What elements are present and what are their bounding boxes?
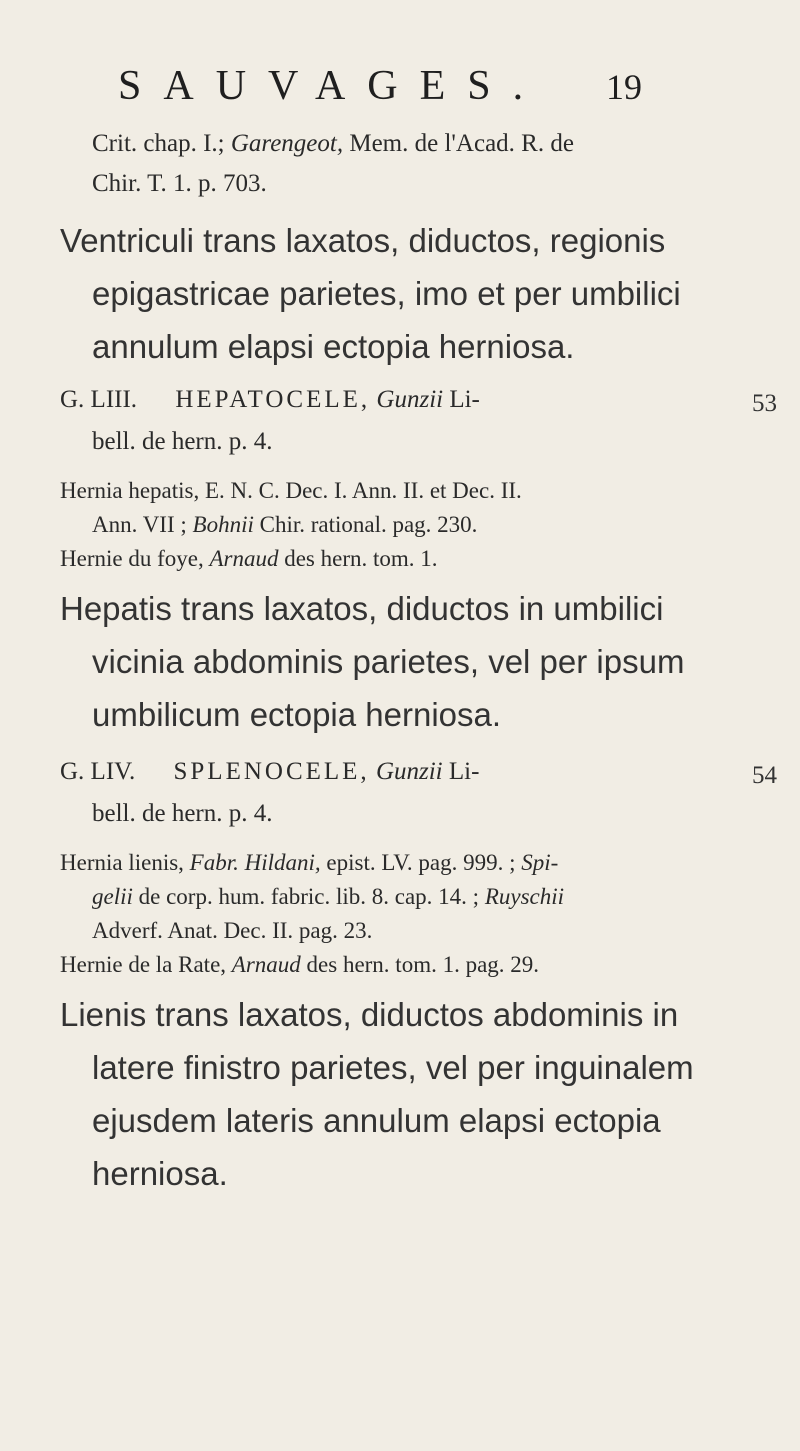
intro-line-1: Crit. chap. I.; Garengeot, Mem. de l'Acad. R. de [92, 130, 574, 157]
splenocele-desc-3: ejusdem lateris annulum elapsi ectopia [92, 1102, 661, 1139]
splenocele-desc-1: Lienis trans laxatos, diductos abdominis in [60, 996, 679, 1033]
hepatocele-ref-1: Hernia hepatis, E. N. C. Dec. I. Ann. II. et Dec. II. [60, 478, 522, 503]
splenocele-ref-1: Hernia lienis, Fabr. Hildani, epist. LV. pag. 999. ; Spi- [60, 850, 559, 875]
hepatocele-desc-3: umbilicum ectopia herniosa. [92, 696, 502, 733]
hepatocele-line-2: bell. de hern. p. 4. [92, 428, 273, 455]
hepatocele-heading: G. LIII. HEPATOCELE, Gunzii Li- [60, 386, 480, 413]
ventriculi-desc-2: epigastricae parietes, imo et per umbilici [92, 275, 681, 312]
hepatocele-desc-2: vicinia abdominis parietes, vel per ipsum [92, 643, 685, 680]
splenocele-desc-4: herniosa. [92, 1155, 228, 1192]
splenocele-ref-3: Adverf. Anat. Dec. II. pag. 23. [92, 918, 373, 943]
intro-line-2: Chir. T. 1. p. 703. [92, 170, 267, 197]
running-title: SAUVAGES. [118, 63, 546, 109]
splenocele-ref-4: Hernie de la Rate, Arnaud des hern. tom. 1. pag. 29. [60, 952, 540, 977]
margin-number-53: 53 [752, 390, 777, 417]
splenocele-desc-2: latere finistro parietes, vel per inguinalem [92, 1049, 694, 1086]
hepatocele-desc-1: Hepatis trans laxatos, diductos in umbilici [60, 590, 664, 627]
page-number: 19 [606, 67, 642, 107]
margin-number-54: 54 [752, 762, 777, 789]
ventriculi-desc-3: annulum elapsi ectopia herniosa. [92, 328, 575, 365]
hepatocele-ref-2: Ann. VII ; Bohnii Chir. rational. pag. 230. [92, 512, 478, 537]
splenocele-heading: G. LIV. SPLENOCELE, Gunzii Li- [60, 758, 480, 785]
hepatocele-ref-3: Hernie du foye, Arnaud des hern. tom. 1. [60, 546, 438, 571]
ventriculi-desc-1: Ventriculi trans laxatos, diductos, regionis [60, 222, 666, 259]
splenocele-ref-2: gelii de corp. hum. fabric. lib. 8. cap. 14. ; Ruyschii [92, 884, 565, 909]
splenocele-line-2: bell. de hern. p. 4. [92, 800, 273, 827]
